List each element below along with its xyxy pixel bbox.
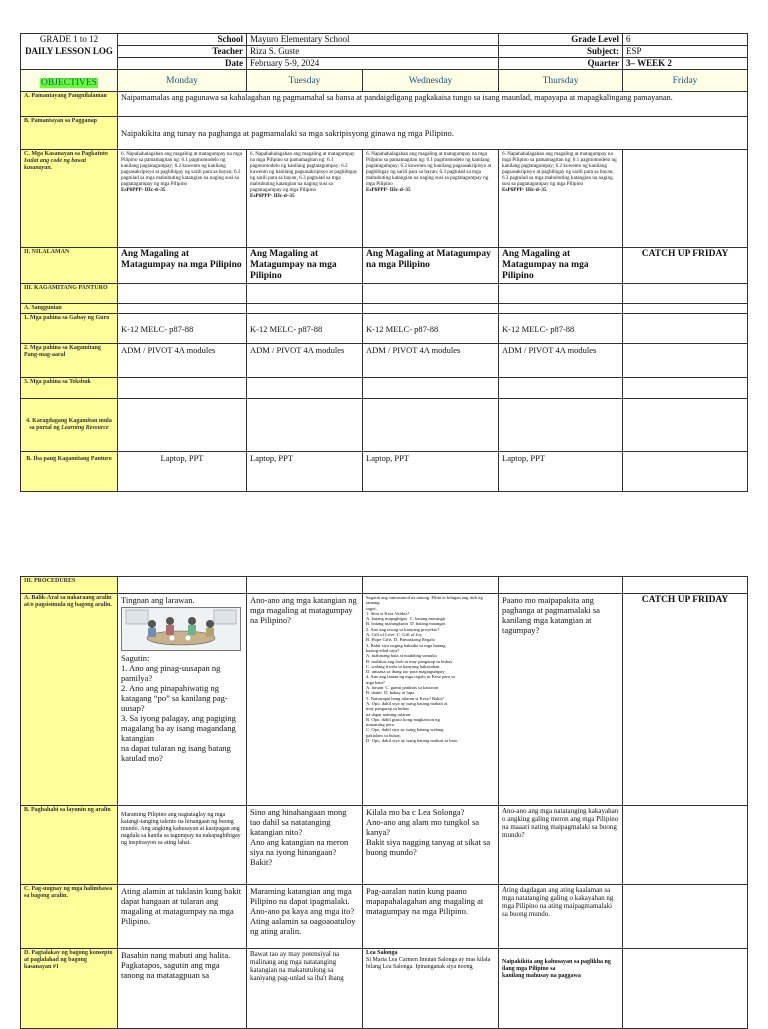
daily-lesson-log-table xyxy=(20,33,748,492)
family-dinner-illustration xyxy=(122,608,240,650)
pag-uugnay-monday: Ating alamin at tuklasin kung bakit dapat hangaan at tularan ang magaling at matagumpay na mga Pilipino. xyxy=(118,885,247,949)
quiz-line: pakialam sa buhay. xyxy=(366,732,402,738)
kasanayan-code: EsP6PPP- IIIc-d–35 xyxy=(121,187,166,193)
karagdagang-label-text: 4. Karagdagang Kagamitan mula sa portal ng xyxy=(26,418,112,431)
quiz-line: maraming pera. xyxy=(366,722,395,728)
grade-range: GRADE 1 to 12 xyxy=(21,34,118,46)
subject-value: ESP xyxy=(623,46,748,58)
kagamitan-mag-aaral-wednesday: ADM / PIVOT 4A modules xyxy=(363,344,499,378)
date-label: Date xyxy=(118,58,247,70)
gabay-label: 1. Mga pahina sa Gabay ng Guro xyxy=(21,314,118,344)
quiz-line: A. mahinang bata at madaling sumuko xyxy=(366,653,437,659)
day-thursday: Thursday xyxy=(499,70,623,92)
gabay-wednesday: K-12 MELC- p87-88 xyxy=(363,314,499,344)
quiz-line: 1. Sino si Kesz Valdez? xyxy=(366,610,410,616)
kasanayan-thursday xyxy=(499,150,623,248)
quiz-line: D. Opo, dahil siya ay isang batang mabuti sa bata. xyxy=(366,738,459,744)
balik-aral-wednesday xyxy=(363,594,499,806)
quiz-line: kasing-edad niya? xyxy=(366,647,400,653)
paghahabi-monday: Maraming Pilipino ang nagtataglay ng mga katangi-tanging talento na hinangaan ng buong mundo. Ang angking kahusayan at kasipagan ang nagdala sa kanila sa tagumpay na nakapagbibigay ng inspirasyon sa ating lahat. xyxy=(118,806,247,885)
day-tuesday: Tuesday xyxy=(247,70,363,92)
quiz-line: C. Opo, dahil siya ay isang batang walang xyxy=(366,727,444,733)
quiz-line: Sagutin ang sumusunod na tanong. Piliin at bilugan ang titik ng tamang xyxy=(366,595,484,606)
school-label: School xyxy=(118,34,247,46)
iba-monday: Laptop, PPT xyxy=(118,452,247,492)
pag-uugnay-wednesday: Pag-aaralan natin kung paano mapapahalagahan ang magaling at matagumpay na mga Pilipino. xyxy=(363,885,499,949)
kasanayan-code: EsP6PPP- IIIc-d–35 xyxy=(502,187,547,193)
kasanayan-text: 6. Napahahalagahan ang magaling at matagumpay na mga Pilipino sa pamamagitan ng: 6.1 pagmomodelo ng kanilang pagtatagumpay; 6.2 kuwento ng kanilang pagsasakripisyo at pagbibigay ng sarili para sa bayan; 6.3 pagtulad sa mga mabubuting katangian na naging susi sa pagtatagumpay ng mga Pilipino xyxy=(502,151,617,187)
quiz-line: B. Hope Gifts D. Pamaskong Regalo xyxy=(366,637,435,643)
kasanayan-label xyxy=(21,150,118,248)
kagamitan-mag-aaral-monday: ADM / PIVOT 4A modules xyxy=(118,344,247,378)
kasanayan-wednesday xyxy=(363,150,499,248)
quiz-line: C. walang tiwala sa kanyang kakayahan xyxy=(366,663,440,669)
pagtalakay-wednesday xyxy=(363,949,499,1029)
grade-level-label: Grade Level xyxy=(499,34,623,46)
pag-uugnay-thursday: Ating dagdagan ang ating kaalaman sa mga natatanging galing o kakayahan ng mga Pilipino na ating maipagmamalaki sa buong mundo. xyxy=(499,885,623,949)
family-dinner-image xyxy=(121,607,241,651)
subject-label: Subject: xyxy=(499,46,623,58)
balik-aral-tuesday: Ano-ano ang mga katangian ng mga magaling at matagumpay na Pilipino? xyxy=(247,594,363,806)
iba-wednesday: Laptop, PPT xyxy=(363,452,499,492)
balik-aral-label: A. Balik-Aral sa nakaraang aralin at/o pagsisimula ng bagong aralin. xyxy=(21,594,118,806)
quiz-line: 3. Bakit siya naging kakaiba sa mga batang xyxy=(366,642,446,648)
nilalaman-monday: Ang Magaling at Matagumpay na mga Pilipino xyxy=(118,248,247,284)
pagtalakay-tuesday: Bawat tao ay may potensiyal na malinang ang mga natatanging katangian na makatutulong sa kaniyang pag-unlad sa iba't ibang xyxy=(247,949,363,1029)
kasanayan-friday xyxy=(623,150,748,248)
iba-tuesday: Laptop, PPT xyxy=(247,452,363,492)
title-spacer xyxy=(21,58,118,70)
pagtalakay-monday: Basahin nang mabuti ang balita. Pagkatapos, sagutin ang mga tanong na matatagpuan sa xyxy=(118,949,247,1029)
paghahabi-tuesday: Sino ang hinahangaan mong tao dahil sa natatanging katangian nito? Ano ang katangian na meron siya na iyong hinangaan? Bakit? xyxy=(247,806,363,885)
gabay-thursday: K-12 MELC- p87-88 xyxy=(499,314,623,344)
kasanayan-text: 6. Napahahalagahan ang magaling at matagumpay na mga Pilipino sa pamamagitan ng: 6.1 pagmomodelo ng kanilang pagtatagumpay; 6.2 kuwento ng kanilang pagsasakripisyo at pagbibigay ng sarili para sa bayan; 6.3 pagtulad sa mga mabubuting katangian na naging susi sa pagtatagumpay ng mga Pilipino xyxy=(250,151,358,193)
quiz-line: 2. Ano ang tawag sa kanyang proyekto? xyxy=(366,626,440,632)
nilalaman-tuesday: Ang Magaling at Matagumpay na mga Pilipino xyxy=(247,248,363,284)
karagdagang-label-em: Learning Resource xyxy=(61,425,109,431)
quiz-line: A. batang mapagbigay C. batang masungit xyxy=(366,616,446,622)
nilalaman-wednesday: Ang Magaling at Matagumpay na mga Pilipino xyxy=(363,248,499,284)
day-monday: Monday xyxy=(118,70,247,92)
quiz-line: 4. Ano ang laman ng mga regalo ni Kesz para sa xyxy=(366,674,455,680)
grade-level-value: 6 xyxy=(623,34,748,46)
quiz-line: B. batang malungkutin D. batang maangas xyxy=(366,621,446,627)
teacher-label: Teacher xyxy=(118,46,247,58)
balik-aral-monday xyxy=(118,594,247,806)
quiz-line: may pangarap sa buhay xyxy=(366,706,410,712)
pagtalakay-wednesday-title: Lea Salonga xyxy=(366,950,398,956)
quiz-line: B. damit D. bahay at lupa xyxy=(366,690,415,696)
quiz-line: B. Opo, dahil gusto kong magkaroon ng xyxy=(366,716,440,722)
log-title: DAILY LESSON LOG xyxy=(21,46,118,58)
kasanayan-monday xyxy=(118,150,247,248)
quiz-line: A. Gift of Love C. Gift of Joy xyxy=(366,632,423,638)
kasanayan-label-sub: Isulat ang code ng bawat kasanayan. xyxy=(24,158,87,171)
catch-up-friday-procedures: CATCH UP FRIDAY xyxy=(623,594,748,806)
quarter-label: Quarter xyxy=(499,58,623,70)
iba-thursday: Laptop, PPT xyxy=(499,452,623,492)
teacher-value: Riza S. Guste xyxy=(247,46,499,58)
pag-uugnay-tuesday: Maraming katangian ang mga Pilipino na dapat ipagmalaki. Ano-ano pa kaya ang mga ito? Ating aalamin sa oagoaoatuloy ng ating aralin. xyxy=(247,885,363,949)
kasanayan-code: EsP6PPP- IIIc-d–35 xyxy=(366,187,411,193)
pagtalakay-thursday: Naipakikita ang kahusayan sa paglikha ng ilang mga Pilipino sa kanilang mahusay na paggawa xyxy=(499,949,623,1029)
pamantayang-pangnilalaman-text: Naipamamalas ang pagunawa sa kahalagahan ng pagmamahal sa bansa at pandaigdigang pagkakaisa tungo sa isang maunlad, mapayapa at mapagkalingang pamayanan. xyxy=(118,92,748,117)
sanggunian-label: A. Sanggunian xyxy=(21,304,118,314)
pagtalakay-wednesday-text: Si Maria Lea Carmen Imutan Salonga ay mas kilala bilang Lea Salonga. Ipinanganak siya noong xyxy=(366,957,491,970)
balik-aral-thursday: Paano mo maipapakita ang paghanga at pagmamalaki sa kanilang mga katangian at tagumpay? xyxy=(499,594,623,806)
school-value: Mayuro Elementary School xyxy=(247,34,499,46)
pamantayang-pangnilalaman-label: A. Pamantayang Pangnilalaman xyxy=(21,92,118,117)
kagamitan-mag-aaral-label: 2. Mga pahina sa Kagamitang Pang-mag-aaral xyxy=(21,344,118,378)
karagdagang-label xyxy=(21,399,118,452)
quiz-line: A. Opo, dahil siya ay isang batang mabait at xyxy=(366,700,448,706)
kagamitan-mag-aaral-tuesday: ADM / PIVOT 4A modules xyxy=(247,344,363,378)
date-value: February 5-9, 2024 xyxy=(247,58,499,70)
balik-aral-monday-intro: Tingnan ang larawan. xyxy=(121,595,195,605)
quiz-line: sagot. xyxy=(366,605,377,611)
kagamitan-mag-aaral-thursday: ADM / PIVOT 4A modules xyxy=(499,344,623,378)
kasanayan-tuesday xyxy=(247,150,363,248)
objectives-header xyxy=(21,70,118,92)
quiz-line: D. umaasa sa ibang tao para magtagumpay xyxy=(366,669,445,675)
day-wednesday: Wednesday xyxy=(363,70,499,92)
quarter-value: 3– WEEK 2 xyxy=(623,58,748,70)
kasanayan-label-text: C. Mga Kasanayan sa Pagkatuto xyxy=(24,151,108,157)
objectives-label: OBJECTIVES xyxy=(41,77,97,88)
balik-aral-monday-questions: Sagutin: 1. Ano ang pinag-uusapan ng pamilya? 2. Ano ang pinapahiwatig ng katagang “po” sa kanilang pag-uusap? 3. Sa iyong palagay, ang pagiging magalang ba ay isang magandang katangian na dapat tularan ng isang batang katulad mo? xyxy=(121,653,236,763)
kasanayan-text: 6. Napahahalagahan ang magaling at matagumpay na mga Pilipino sa pamamagitan ng: 6.1 pagmomodelo ng kanilang pagtatagumpay; 6.2 kuwento ng kanilang pagsasakripisyo at pagbibigay ng sarili para sa bayan; 6.3 pagtulad sa mga mabubuting katangian na naging susi sa pagtatagumpay ng mga Pilipino xyxy=(121,151,242,187)
pag-uugnay-label: C. Pag-uugnay ng mga halimbawa sa bagong aralin. xyxy=(21,885,118,949)
quiz-line: B. malakas ang loob at may pangarap sa buhay xyxy=(366,658,453,664)
quiz-line: mga bata? xyxy=(366,679,385,685)
kasanayan-text: 6. Napahahalagahan ang magaling at matagumpay na mga Pilipino sa pamamagitan ng: 6.1 pagmomodelo ng kanilang pagtatagumpay; 6.2 kuwento ng kanilang pagsasakripisyo at pagbibigay ng sarili para sa bayan; 6.3 pagtulad sa mga mabubuting katangian na naging susi sa pagtatagumpay ng mga Pilipino xyxy=(366,151,492,187)
catch-up-friday: CATCH UP FRIDAY xyxy=(623,248,748,284)
paghahabi-label: B. Paghahabi sa layunin ng aralin xyxy=(21,806,118,885)
kasanayan-code: EsP6PPP- IIIc-d–35 xyxy=(250,193,295,199)
nilalaman-thursday: Ang Magaling at Matagumpay na mga Pilipino xyxy=(499,248,623,284)
quiz-line: 5. Naisarapat bang tularan si Kesz? Bakit? xyxy=(366,695,444,701)
kagamitan-label: III. KAGAMITANG PANTURO xyxy=(21,284,118,304)
pagtalakay-label: D. Pagtalakay ng bagong konsepto at paglalahad ng bagong kasanayan #1 xyxy=(21,949,118,1029)
paghahabi-thursday: Ano-ano ang mga natatanging kakayahan o angking galing meron ang mga Pilipino na maaari nating maipagmalaki sa buong mundo? xyxy=(499,806,623,885)
nilalaman-label: II. NILALAMAN xyxy=(21,248,118,284)
pamantayan-sa-pagganap-text: Naipakikita ang tunay na paghanga at pagmamalaki sa mga sakripisyong ginawa ng mga Pilipino. xyxy=(118,117,748,150)
procedures-table xyxy=(20,576,748,1029)
procedures-title: III. PROCEDURES xyxy=(21,577,118,594)
quiz-line: na dapat natinng tularan. xyxy=(366,711,412,717)
gabay-tuesday: K-12 MELC- p87-88 xyxy=(247,314,363,344)
day-friday: Friday xyxy=(623,70,748,92)
paghahabi-wednesday: Kilala mo ba c Lea Solonga? Ano-ano ang alam mo tungkol sa kanya? Bakit siya nagging tanyag at sikat sa buong mundo? xyxy=(363,806,499,885)
pamantayan-sa-pagganap-label: B. Pamantayan sa Pagganap xyxy=(21,117,118,150)
teksbuk-label: 3. Mga pahina sa Teksbuk xyxy=(21,378,118,399)
quiz-line: A. laruan C. gamit panlinis sa katawan xyxy=(366,685,439,691)
iba-pang-kagamitan-label: B. Iba pang Kagamitang Panturo xyxy=(21,452,118,492)
gabay-monday: K-12 MELC- p87-88 xyxy=(118,314,247,344)
